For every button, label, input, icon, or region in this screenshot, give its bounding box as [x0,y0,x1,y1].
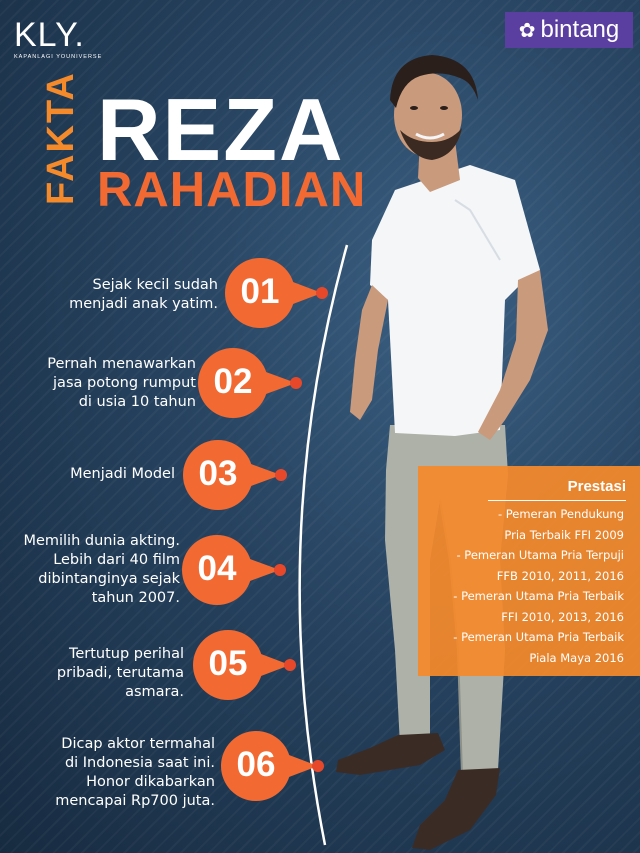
prestasi-line: - Pemeran Utama Pria Terbaik [453,589,624,603]
prestasi-line: - Pemeran Utama Pria Terbaik [453,630,624,644]
fact-text-06: Dicap aktor termahal di Indonesia saat ini. Honor dikabarkan mencapai Rp700 juta. [55,736,215,809]
prestasi-line: Pria Terbaik FFI 2009 [504,527,624,542]
fact-number-05: 05 [208,644,248,683]
title-last-name: RAHADIAN [97,163,367,217]
title-first-name: REZA [97,80,345,179]
fact-text-03: Menjadi Model [70,466,175,482]
fact-number-04: 04 [197,549,237,588]
kly-logo-tagline: KAPANLAGI YOUNIVERSE [14,54,103,60]
bintang-logo-text: bintang [540,16,620,43]
fact-text-01: Sejak kecil sudah menjadi anak yatim. [69,277,218,312]
prestasi-line: Piala Maya 2016 [529,650,624,665]
prestasi-list [453,504,624,668]
fact-number-03: 03 [198,454,238,493]
prestasi-box [418,466,640,676]
prestasi-divider [488,500,626,501]
timeline-arc [300,245,347,845]
person-photo [336,55,548,850]
prestasi-line: FFI 2010, 2013, 2016 [501,609,624,624]
kly-logo-mark: KLY. [14,16,85,54]
prestasi-line: - Pemeran Pendukung [497,507,624,521]
bintang-star-icon: ✿ [518,19,536,42]
prestasi-heading: Prestasi [567,478,626,495]
fact-text-05: Tertutup perihal pribadi, terutama asmara. [56,646,184,700]
fact-text-02: Pernah menawarkan jasa potong rumput di usia 10 tahun [47,356,196,410]
prestasi-line: FFB 2010, 2011, 2016 [496,568,624,583]
prestasi-line: - Pemeran Utama Pria Terpuji [456,548,624,562]
fact-number-02: 02 [213,362,253,401]
fact-number-06: 06 [236,745,276,784]
fact-text-04: Memilih dunia akting. Lebih dari 40 film dibintanginya sejak tahun 2007. [23,533,180,606]
title-prefix: FAKTA [40,71,82,205]
fact-number-01: 01 [240,272,280,311]
